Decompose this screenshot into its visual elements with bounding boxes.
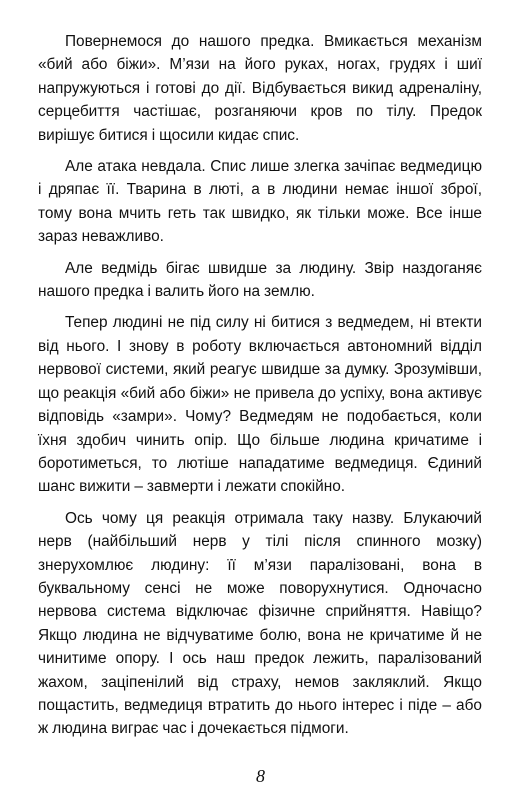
paragraph-3: Але ведмідь бігає швидше за людину. Звір наздоганяє нашого предка і валить його на землю. [38,259,482,301]
paragraph-5: Ось чому ця реакція отримала таку назву. Блукаючий нерв (найбільший нерв у тілі після спинного мозку) знерухомлює людину: її м’язи паралізовані, вона в буквальному сенсі не може поворухнутися. Одночасно нервова система відключає фізичне сприйняття. Навіщо? Якщо людина не відчуватиме болю, вона не кричатиме й не чинитиме опору. І ось наш предок лежить, паралізований жахом, заціпенілий від страху, немов закляклий. Якщо пощастить, ведмедиця втратить до нього інтерес і піде – або ж людина виграє час і дочекається підмоги. [38,509,482,738]
paragraph-4: Тепер людині не під силу ні битися з ведмедем, ні втекти від нього. І знову в роботу включається автономний відділ нервової системи, який реагує швидше за думку. Зрозумівши, що реакція «бий або біжи» не привела до успіху, вона активує відповідь «замри». Чому? Ведмедям не подобається, коли їхня здобич чинить опір. Що більше людина кричатиме і боротиметься, то лютіше нападатиме ведмедиця. Єдиний шанс вижити – завмерти і лежати спокійно. [38,314,482,496]
paragraph-2: Але атака невдала. Спис лише злегка зачіпає ведмедицю і дряпає її. Тварина в люті, а в людини немає іншої зброї, тому вона мчить геть так швидко, як тільки може. Все інше зараз неважливо. [38,158,482,246]
paragraph-1: Повернемося до нашого предка. Вмикається механізм «бий або біжи». М’язи на його руках, ногах, грудях і шиї напружуються і готові до дії. Відбувається викид адреналіну, серцебиття частішає, розганяючи кров по тілу. Предок вирішує битися і щосили кидає спис. [38,33,482,144]
page-number: 8 [256,766,265,786]
page-body [38,30,482,741]
